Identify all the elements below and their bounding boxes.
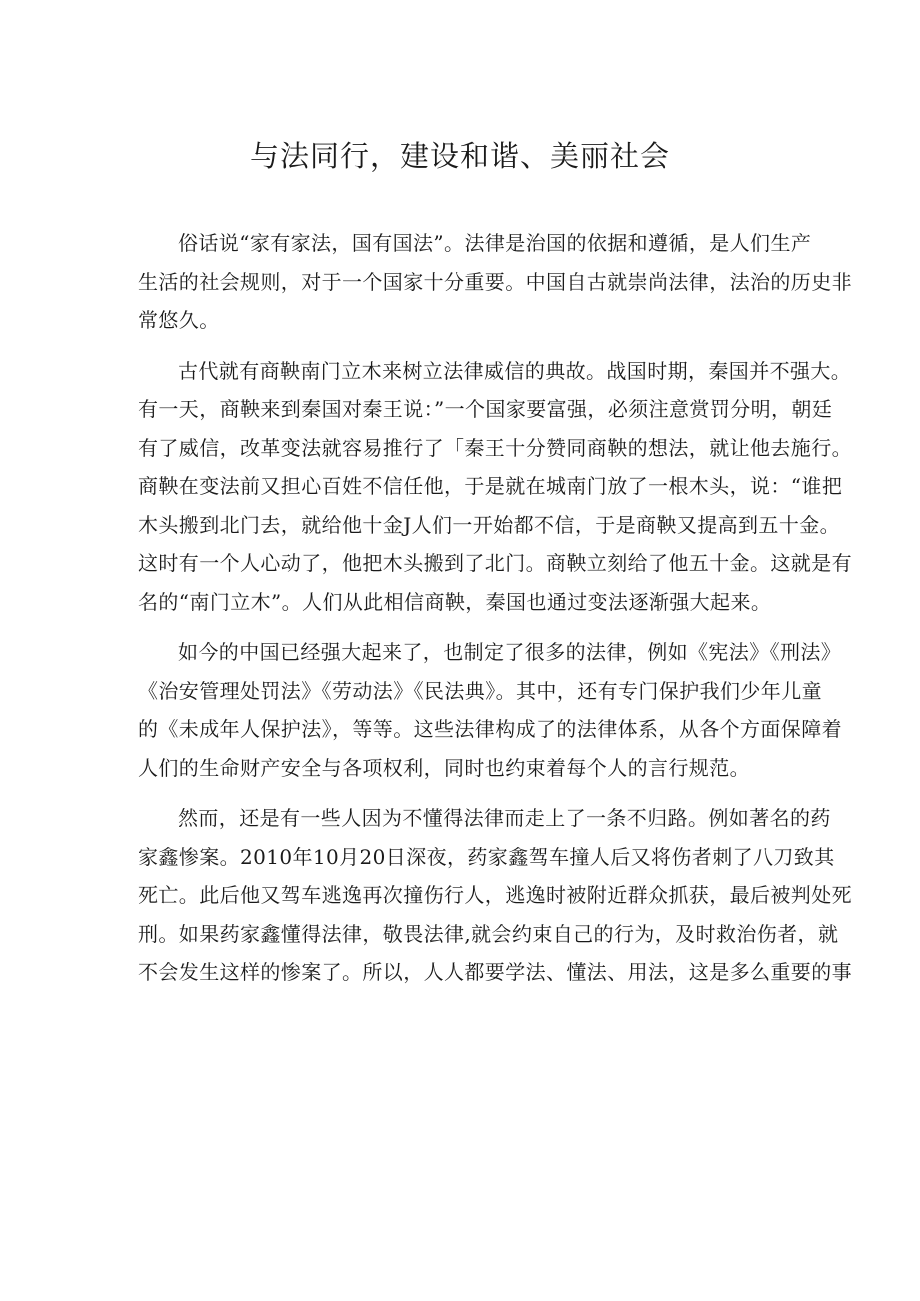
text-line: 商鞅在变法前又担心百姓不信任他，于是就在城南门放了一根木头，说：“谁把: [138, 474, 843, 498]
text-line: 俗话说“家有家法，国有国法”。法律是治国的依据和遵循，是人们生产: [178, 231, 812, 255]
text-line: 的《未成年人保护法》，等等。这些法律构成了的法律体系，从各个方面保障着: [138, 717, 842, 741]
text-line: 这时有一个人心动了，他把木头搬到了北门。商鞅立刻给了他五十金。这就是有: [138, 551, 852, 575]
document-title: 与法同行，建设和谐、美丽社会: [249, 139, 670, 173]
document-body: [138, 224, 852, 1004]
text-line: 如今的中国已经强大起来了，也制定了很多的法律，例如《宪法》《刑法》: [178, 640, 842, 664]
text-line: 《治安管理处罚法》《劳动法》《民法典》。其中，还有专门保护我们少年儿童: [138, 678, 822, 703]
paragraph-4: [138, 799, 852, 992]
text-line: 刑。如果药家鑫懂得法律，敬畏法律,就会约束自己的行为，及时救治伤者，就: [138, 921, 839, 946]
text-line: 家鑫惨案。2010年10月20日深夜，药家鑫驾车撞人后又将伤者刺了八刀致其: [138, 844, 835, 869]
text-line: 古代就有商鞅南门立木来树立法律威信的典故。战国时期，秦国并不强大。: [178, 358, 852, 383]
text-line: 死亡。此后他又驾车逃逸再次撞伤行人，逃逸时被附近群众抓获，最后被判处死: [138, 883, 852, 907]
paragraph-1: [138, 224, 852, 340]
text-line: 有一天，商鞅来到秦国对秦王说：”一个国家要富强，必须注意赏罚分明，朝廷: [138, 397, 833, 421]
paragraph-2: [138, 352, 852, 622]
text-line: 名的“南门立木”。人们从此相信商鞅，秦国也通过变法逐渐强大起来。: [138, 589, 772, 614]
text-line: 常悠久。: [138, 308, 220, 332]
text-line: 生活的社会规则，对于一个国家十分重要。中国自古就崇尚法律，法治的历史非: [138, 269, 852, 294]
text-line: 不会发生这样的惨案了。所以，人人都要学法、懂法、用法，这是多么重要的事: [138, 960, 852, 984]
text-line: 然而，还是有一些人因为不懂得法律而走上了一条不归路。例如著名的药: [178, 806, 831, 830]
text-line: 人们的生命财产安全与各项权利，同时也约束着每个人的言行规范。: [138, 755, 750, 780]
text-line: 有了威信，改革变法就容易推行了「秦王十分赞同商鞅的想法，就让他去施行。: [138, 435, 852, 460]
paragraph-3: [138, 633, 842, 787]
text-line: 木头搬到北门去，就给他十金J人们一开始都不信，于是商鞅又提高到五十金。: [138, 512, 841, 537]
